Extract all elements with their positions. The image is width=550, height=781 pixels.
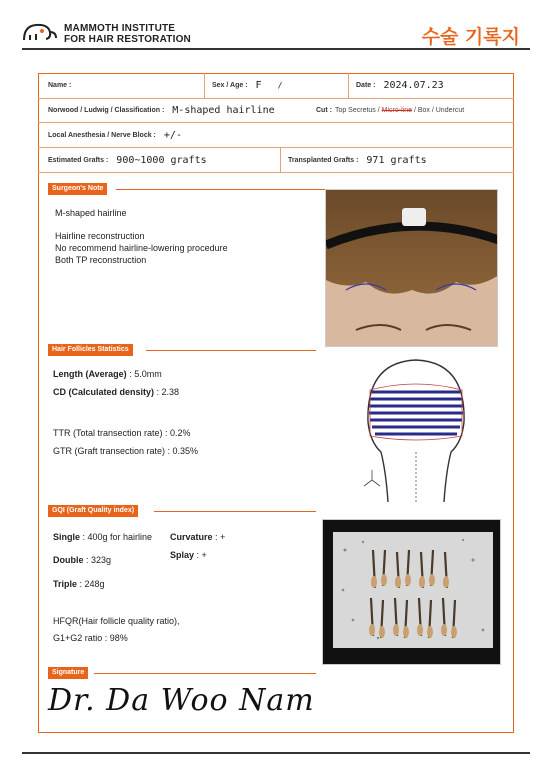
g12-value: : 98%	[102, 633, 128, 643]
gtr-value: : 0.35%	[165, 446, 199, 456]
length-label: Length (Average)	[53, 369, 127, 379]
row-grafts	[38, 148, 514, 173]
org-name-line1: MAMMOTH INSTITUTE	[64, 23, 176, 34]
anesthesia-label: Local Anesthesia / Nerve Block :	[48, 131, 156, 139]
estimated-grafts-label: Estimated Grafts :	[48, 156, 109, 164]
hfqr-label: HFQR(Hair follicle quality ratio),	[53, 616, 180, 626]
gqi-title: GQI (Graft Quality index)	[48, 505, 138, 517]
curvature-stat	[170, 532, 225, 542]
ttr-stat	[53, 428, 191, 438]
ttr-label: TTR (Total transection rate)	[53, 428, 163, 438]
splay-stat	[170, 550, 207, 560]
splay-label: Splay	[170, 550, 195, 560]
cd-value: : 2.38	[154, 387, 180, 397]
page-header	[0, 0, 550, 50]
cut-label: Cut :	[316, 107, 332, 114]
footer-divider	[22, 752, 530, 754]
sex-value[interactable]: F	[255, 80, 262, 91]
surgeons-note-line3: No recommend hairline-lowering procedure	[55, 243, 228, 253]
cd-label: CD (Calculated density)	[53, 387, 155, 397]
splay-value: : +	[194, 550, 207, 560]
anesthesia-value[interactable]: +/-	[163, 129, 182, 141]
surgeons-note-line4: Both TP reconstruction	[55, 255, 147, 265]
triple-stat	[53, 579, 105, 589]
ttr-value: : 0.2%	[162, 428, 191, 438]
g12-stat	[53, 633, 128, 643]
sex-age-separator: /	[277, 81, 283, 90]
header-divider	[22, 48, 530, 50]
double-value: : 323g	[83, 555, 112, 565]
doctor-signature: Dr. Da Woo Nam	[48, 683, 315, 718]
single-stat	[53, 532, 152, 542]
curvature-value: : +	[212, 532, 226, 542]
cut-option-box[interactable]: Box	[417, 107, 430, 114]
row-name-sex-date	[38, 73, 514, 99]
length-value: : 5.0mm	[126, 369, 162, 379]
surgeons-note-line1: M-shaped hairline	[55, 208, 127, 218]
classification-value[interactable]: M-shaped hairline	[172, 105, 275, 116]
cut-option-top-secretus[interactable]: Top Secretus	[334, 107, 376, 114]
estimated-grafts-value[interactable]: 900~1000 grafts	[116, 154, 207, 166]
signature-rule	[94, 673, 316, 674]
g12-label: G1+G2 ratio	[53, 633, 103, 643]
single-label: Single	[53, 532, 81, 542]
graft-sample-photo	[322, 519, 501, 665]
document-title: 수술 기록지	[421, 26, 520, 48]
hairline-photo	[325, 189, 498, 347]
donor-area-diagram	[356, 352, 476, 502]
row-anesthesia	[38, 123, 514, 148]
signature-title: Signature	[48, 667, 88, 679]
transplanted-grafts-label: Transplanted Grafts :	[288, 156, 359, 164]
org-name-line2: FOR HAIR RESTORATION	[64, 34, 191, 45]
follicle-stats-title: Hair Follicles Statistics	[48, 344, 133, 356]
follicle-stats-rule	[146, 350, 316, 351]
date-label: Date :	[356, 82, 376, 89]
double-stat	[53, 555, 111, 565]
gtr-stat	[53, 446, 198, 456]
length-stat	[53, 369, 162, 379]
cut-option-undercut[interactable]: Undercut	[435, 107, 465, 114]
gtr-label: GTR (Graft transection rate)	[53, 446, 166, 456]
sex-age-label: Sex / Age :	[212, 82, 248, 89]
classification-label: Norwood / Ludwig / Classification :	[48, 107, 165, 114]
triple-label: Triple	[53, 579, 78, 589]
transplanted-grafts-value[interactable]: 971 grafts	[366, 154, 427, 166]
double-label: Double	[53, 555, 84, 565]
mammoth-logo-icon	[22, 22, 60, 42]
surgeons-note-line2: Hairline reconstruction	[55, 231, 145, 241]
cut-option-micro-line[interactable]: Micro-line	[381, 107, 412, 114]
row-classification-cut	[38, 99, 514, 123]
gqi-rule	[154, 511, 316, 512]
curvature-label: Curvature	[170, 532, 213, 542]
date-value[interactable]: 2024.07.23	[383, 80, 444, 91]
surgeons-note-title: Surgeon's Note	[48, 183, 107, 195]
triple-value: : 248g	[77, 579, 105, 589]
single-value: : 400g for hairline	[80, 532, 153, 542]
name-label: Name :	[48, 82, 72, 89]
cd-stat	[53, 387, 179, 397]
cut-options: Top Secretus / Micro-line / Box / Undercut	[334, 107, 465, 114]
